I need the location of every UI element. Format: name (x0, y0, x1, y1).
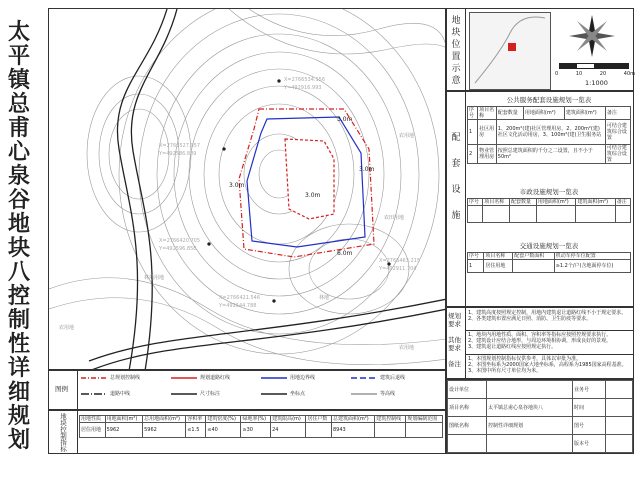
cell: 1 (468, 120, 478, 145)
legend-items (81, 375, 441, 397)
legend-item (171, 391, 261, 397)
tb-value: 太平镇总甫心泉谷地块八 (487, 399, 573, 417)
legend-label: 图例 (55, 385, 68, 393)
title-char: 镇 (7, 67, 30, 93)
legend-text: 等高线 (380, 391, 396, 397)
note-line: 1、建筑高度按照规定控制，用地内建筑退让道路红线不小于规定要求。 (468, 310, 627, 316)
legend-panel (48, 370, 446, 410)
header-cell: 配套数量 (510, 199, 537, 206)
other-label: 其他要求 (448, 336, 461, 352)
coord-label: Y=492596.858 (159, 246, 197, 252)
header-cell: 用地面积(m²) (105, 416, 143, 423)
title-char: 块 (7, 235, 30, 261)
area-label: 林地用地 (144, 275, 165, 281)
indicator-value: 居住用地 (80, 423, 106, 438)
cell: 物业管理用房 (478, 145, 497, 164)
title-char: 太 (7, 19, 30, 45)
title-char: 规 (7, 403, 30, 429)
area-labels (59, 132, 417, 351)
tb-meta: 时间 (573, 399, 606, 417)
header-cell: 建筑面积(m²) (564, 107, 605, 120)
traffic-table-title: 交通设施规划一览表 (519, 242, 579, 250)
scale-ticks (555, 71, 635, 77)
header-cell: 建筑限高(m) (271, 416, 306, 423)
scale-tick: 20 (599, 71, 607, 77)
indicator-value: 5962 (105, 423, 143, 438)
area-label: 农用地 (59, 325, 75, 331)
legend-text: 用地边界线 (290, 375, 316, 381)
location-map-icon (470, 13, 550, 89)
section-char: 配 (451, 133, 461, 143)
note-line: 1、本图规划控制指标仅供参考，具体以审批为准。 (468, 356, 582, 362)
tb-value (487, 381, 573, 399)
cell: 社区用房 (478, 120, 497, 145)
legend-swatch-icon (261, 391, 287, 397)
legend-item (81, 375, 171, 381)
other-notes (468, 332, 632, 350)
remark-notes (468, 356, 632, 374)
legend-item (261, 375, 351, 381)
indicators-label (51, 413, 75, 452)
location-title-char: 置 (451, 52, 461, 62)
note-line: 3、建筑退让道路红线应按照规定执行。 (468, 344, 557, 350)
tb-meta: 图号 (573, 417, 606, 435)
location-title-char: 位 (451, 40, 461, 50)
scale-ratio: 1:1000 (585, 79, 608, 87)
legend-item (351, 391, 441, 397)
coord-label: Y=492644.788 (219, 303, 257, 309)
tb-meta: 业务号 (573, 381, 606, 399)
coord-label: X=2766463.215 (379, 258, 421, 264)
note-line: 2、建筑设计应结合地形，与周边环境相协调，形成良好的景观。 (468, 338, 612, 344)
coord-label: X=2766534.156 (284, 77, 326, 83)
planning-label: 规划要求 (448, 312, 461, 328)
header-cell: 项目名称 (478, 107, 497, 120)
header-cell: 机动车停车位配置 (554, 253, 630, 260)
header-cell: 容积率 (186, 416, 206, 423)
title-char: 甫 (7, 115, 30, 141)
header-cell: 序号 (468, 253, 484, 260)
header-cell: 备注 (615, 199, 630, 206)
area-label: 农用地 (399, 345, 415, 351)
header-cell: 绿地率(%) (241, 416, 271, 423)
coord-label: Y=492911.704 (379, 266, 417, 272)
legend-swatch-icon (171, 375, 197, 381)
title-char: 控 (7, 283, 30, 309)
tb-label: 设计单位 (448, 381, 487, 399)
section-label (450, 132, 462, 236)
cell: 按照总建筑面积的千分之二设置，且不小于50m² (496, 145, 605, 164)
title-char: 平 (7, 43, 30, 69)
legend-text: 建筑后退线 (380, 375, 406, 381)
location-title-char: 地 (451, 16, 461, 26)
scale-tick: 0 (555, 71, 559, 77)
public-table (467, 106, 631, 164)
indicators-table (79, 415, 443, 438)
title-char: 地 (7, 211, 30, 237)
location-title (450, 15, 462, 87)
header-cell: 配套数量 (496, 107, 523, 120)
header-cell: 序号 (468, 107, 478, 120)
area-label: 林地 (319, 295, 330, 301)
legend-swatch-icon (351, 375, 377, 381)
dimension-label: 3.0m (337, 116, 353, 123)
municipal-table-title: 市政设施规划一览表 (519, 188, 579, 196)
header-cell: 总建筑面积(m²) (331, 416, 374, 423)
header-cell: 用地面积(m²) (523, 107, 564, 120)
legend-swatch-icon (171, 391, 197, 397)
section-char: 套 (451, 159, 461, 169)
cell: 1 (468, 260, 484, 273)
municipal-table (467, 198, 631, 223)
planning-notes (468, 310, 632, 322)
area-label: 农用地 (399, 133, 415, 139)
indicator-value: 8943 (331, 423, 374, 438)
cell: 居住用地 (484, 260, 513, 273)
legend-text: 尺寸标注 (200, 391, 221, 397)
note-line: 1、地块内用地性质、面积、容积率等指标应按照控规要求执行。 (468, 332, 612, 338)
header-cell: 建筑面积(m²) (576, 199, 615, 206)
indicator-value: 5962 (143, 423, 186, 438)
header-cell: 项目名称 (484, 253, 513, 260)
indicator-value: ≤1.5 (186, 423, 206, 438)
public-table-title: 公共服务配套设施规划一览表 (506, 96, 592, 104)
title-char: 泉 (7, 163, 30, 189)
dimension-label: 3.0m (359, 166, 375, 173)
cell: 1、200m²(建)社区管理用房，2、200m²(建)社区文化活动用房，3、100m²(建)卫生服务站 (496, 120, 605, 145)
coord-label: X=2766421.546 (219, 295, 261, 301)
indicator-value: 24 (271, 423, 306, 438)
header-cell: 建筑密度(%) (206, 416, 241, 423)
location-title-char: 示 (451, 64, 461, 74)
cell: 可结合建筑综合设置 (605, 120, 630, 145)
cell: 2 (468, 145, 478, 164)
dimension-label: 6.0m (337, 250, 353, 257)
cell (513, 260, 554, 273)
map-panel (48, 8, 446, 370)
header-cell: 用地面积(m²) (536, 199, 575, 206)
legend-swatch-icon (261, 375, 287, 381)
cell: ≥1.2个/户(含地面停车位) (554, 260, 630, 273)
location-title-char: 意 (451, 76, 461, 86)
title-char: 性 (7, 331, 30, 357)
indicator-value (306, 423, 332, 438)
remarks-label: 备注 (448, 360, 461, 368)
title-char: 划 (7, 427, 30, 453)
legend-item (261, 391, 351, 397)
header-cell: 总用地面积(m²) (143, 416, 186, 423)
coord-label: Y=492916.993 (284, 85, 322, 91)
header-cell: 建筑控制线 (375, 416, 406, 423)
legend-text: 总规划控制线 (110, 375, 141, 381)
legend-swatch-icon (81, 375, 107, 381)
tb-label: 项目名称 (448, 399, 487, 417)
section-char: 设 (451, 185, 461, 195)
cell: 可结合建筑综合设置 (605, 145, 630, 164)
tables-panel (446, 91, 634, 307)
indicator-value (375, 423, 406, 438)
legend-text: 坐标点 (290, 391, 306, 397)
dimension-label: 3.0m (229, 182, 245, 189)
header-cell: 规划编制范围 (406, 416, 443, 423)
notes-panel (446, 307, 634, 379)
coord-label: X=2766420.705 (159, 238, 201, 244)
legend-item (171, 375, 261, 381)
indicator-value (406, 423, 443, 438)
coord-label: Y=492586.889 (159, 151, 197, 157)
note-line: 2、本图坐标系为2000国家大地坐标系，高程系为1985国家高程基准。 (468, 362, 627, 368)
title-char: 谷 (7, 187, 30, 213)
header-cell: 备注 (605, 107, 630, 120)
indicator-value: ≥30 (241, 423, 271, 438)
compass-icon (567, 13, 617, 59)
title-block-table (447, 380, 633, 453)
tb-label: 图纸名称 (448, 417, 487, 435)
title-char: 总 (7, 91, 30, 117)
legend-swatch-icon (351, 391, 377, 397)
legend-text: 道路中线 (110, 391, 131, 397)
title-char: 心 (7, 139, 30, 165)
header-cell: 居住户数 (306, 416, 332, 423)
scale-bar (559, 63, 629, 69)
section-char: 施 (451, 211, 461, 221)
indicators-panel (48, 410, 446, 454)
traffic-table (467, 252, 631, 273)
tb-meta: 版本号 (573, 435, 606, 453)
header-cell: 项目名称 (483, 199, 510, 206)
legend-swatch-icon (81, 391, 107, 397)
note-line: 2、各类建筑布置应满足日照、消防、卫生防疫等要求。 (468, 316, 592, 322)
title-char: 详 (7, 355, 30, 381)
title-char: 细 (7, 379, 30, 405)
legend-item (81, 391, 171, 397)
area-label: 农田用地 (384, 215, 405, 221)
coord-label: X=2766527.957 (159, 143, 201, 149)
title-block (446, 379, 634, 454)
location-panel (446, 8, 634, 91)
indicators-label-text: 地块控制指标 (59, 413, 67, 452)
location-thumbnail (469, 12, 551, 90)
topographic-map (49, 9, 446, 370)
legend-text: 规划道路红线 (200, 375, 231, 381)
dimension-label: 3.0m (305, 192, 321, 199)
road-curve (89, 9, 446, 370)
scale-tick: 10 (575, 71, 583, 77)
title-char: 制 (7, 307, 30, 333)
indicator-value: ≤40 (206, 423, 241, 438)
header-cell: 用地性质 (80, 416, 106, 423)
header-cell: 序号 (468, 199, 483, 206)
title-char: 八 (7, 259, 30, 285)
location-title-char: 块 (451, 28, 461, 38)
tb-value: 控制性详细规划 (487, 417, 573, 435)
title-column (4, 19, 34, 453)
scale-tick: 40m (623, 71, 635, 77)
note-line: 3、本图中所有尺寸单位均为米。 (468, 368, 542, 374)
header-cell: 配套户数面积 (513, 253, 554, 260)
legend-item (351, 375, 441, 381)
